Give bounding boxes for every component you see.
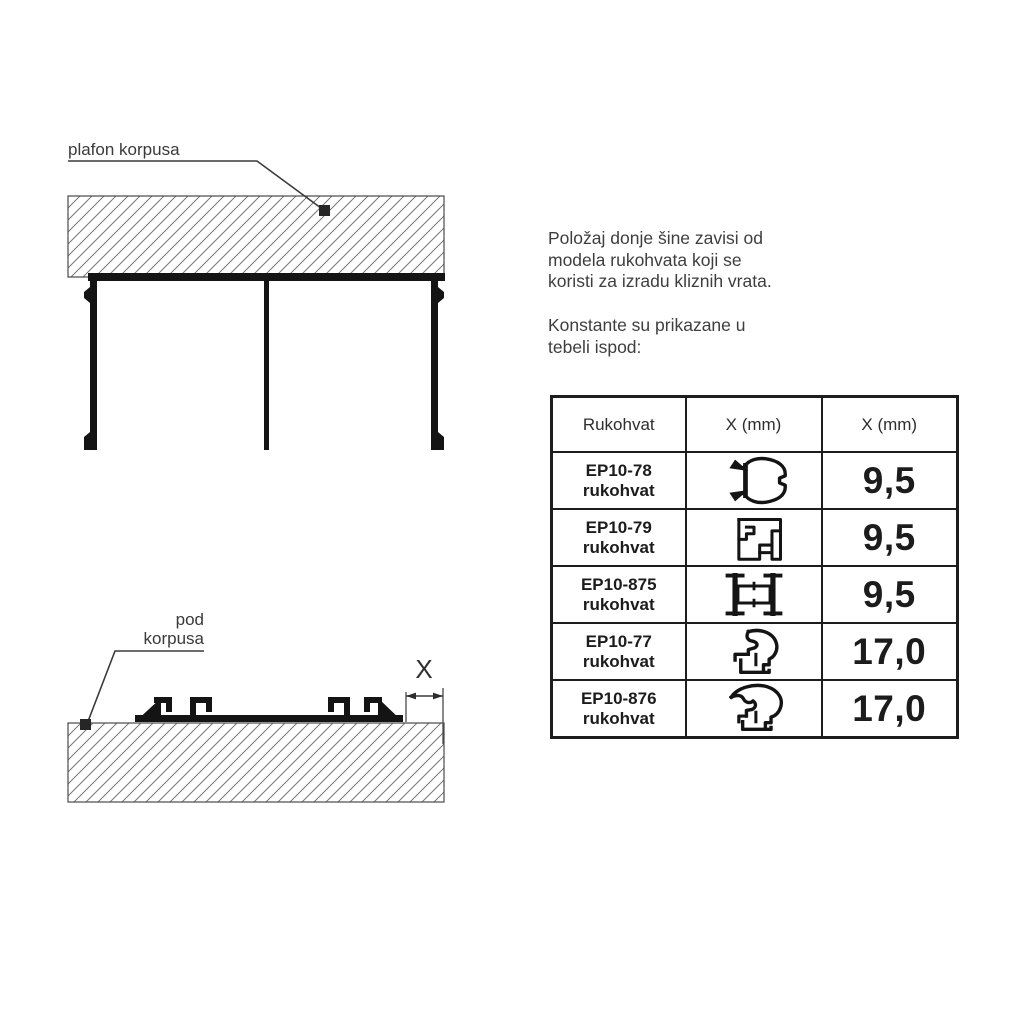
model-cell <box>552 509 686 566</box>
dimension-arrow-right-icon <box>433 693 443 700</box>
model-type: rukohvat <box>582 480 655 500</box>
model-cell <box>552 452 686 509</box>
profile-ep10-78-icon <box>714 454 794 507</box>
lower-rail-profile <box>135 697 403 722</box>
floor-label-line1: pod <box>175 610 204 629</box>
value-cell <box>822 680 958 738</box>
table-row <box>552 566 958 623</box>
header-rukohvat: Rukohvat <box>552 397 686 453</box>
table-row <box>552 623 958 680</box>
header-x-mm-profile: X (mm) <box>686 397 822 453</box>
upper-rail-profile <box>84 273 445 450</box>
profile-ep10-876-icon <box>714 682 794 735</box>
profile-cell <box>686 509 822 566</box>
description-line: modela rukohvata koji se <box>548 249 742 270</box>
value-cell <box>822 509 958 566</box>
model-cell <box>552 623 686 680</box>
profile-cell <box>686 566 822 623</box>
x-value: 9,5 <box>862 573 916 615</box>
table-header-row <box>552 397 958 453</box>
x-value: 9,5 <box>862 459 916 501</box>
model-type: rukohvat <box>582 594 655 614</box>
model-name: EP10-876 <box>580 688 657 708</box>
description-line: Konstante su prikazane u <box>548 315 746 335</box>
description-line: koristi za izradu kliznih vrata. <box>548 271 772 291</box>
x-value: 17,0 <box>852 687 927 729</box>
model-type: rukohvat <box>582 708 655 728</box>
dimension-x-label: X <box>415 654 433 684</box>
profile-ep10-77-icon <box>714 625 794 678</box>
profile-ep10-79-icon <box>714 511 794 564</box>
model-name: EP10-79 <box>585 517 652 537</box>
leader-arrow-square <box>80 719 91 730</box>
x-value: 17,0 <box>852 630 927 672</box>
description-paragraph-2 <box>548 315 746 358</box>
model-name: EP10-875 <box>580 574 657 594</box>
model-cell <box>552 566 686 623</box>
x-value: 9,5 <box>862 516 916 558</box>
floor-label <box>96 610 204 648</box>
model-type: rukohvat <box>582 537 655 557</box>
description-paragraph-1 <box>548 228 772 293</box>
profile-ep10-875-icon <box>714 568 794 621</box>
table-row <box>552 452 958 509</box>
header-x-mm-value: X (mm) <box>822 397 958 453</box>
description-line: Položaj donje šine zavisi od <box>548 228 763 248</box>
value-cell <box>822 452 958 509</box>
dimension-arrow-left-icon <box>406 693 416 700</box>
model-cell <box>552 680 686 738</box>
model-name: EP10-78 <box>585 460 652 480</box>
ceiling-drawing <box>68 161 445 450</box>
floor-hatched-panel <box>68 723 444 802</box>
profile-cell <box>686 452 822 509</box>
ceiling-hatched-panel <box>68 196 444 277</box>
model-name: EP10-77 <box>585 631 652 651</box>
value-cell <box>822 623 958 680</box>
floor-drawing <box>68 651 444 802</box>
profile-cell <box>686 623 822 680</box>
ceiling-label: plafon korpusa <box>68 140 180 159</box>
table-row <box>552 509 958 566</box>
value-cell <box>822 566 958 623</box>
leader-arrow-square <box>319 205 330 216</box>
model-type: rukohvat <box>582 651 655 671</box>
floor-label-line2: korpusa <box>143 629 204 648</box>
constants-table <box>550 395 959 739</box>
profile-cell <box>686 680 822 738</box>
description-line: tebeli ispod: <box>548 336 642 357</box>
table-row <box>552 680 958 738</box>
